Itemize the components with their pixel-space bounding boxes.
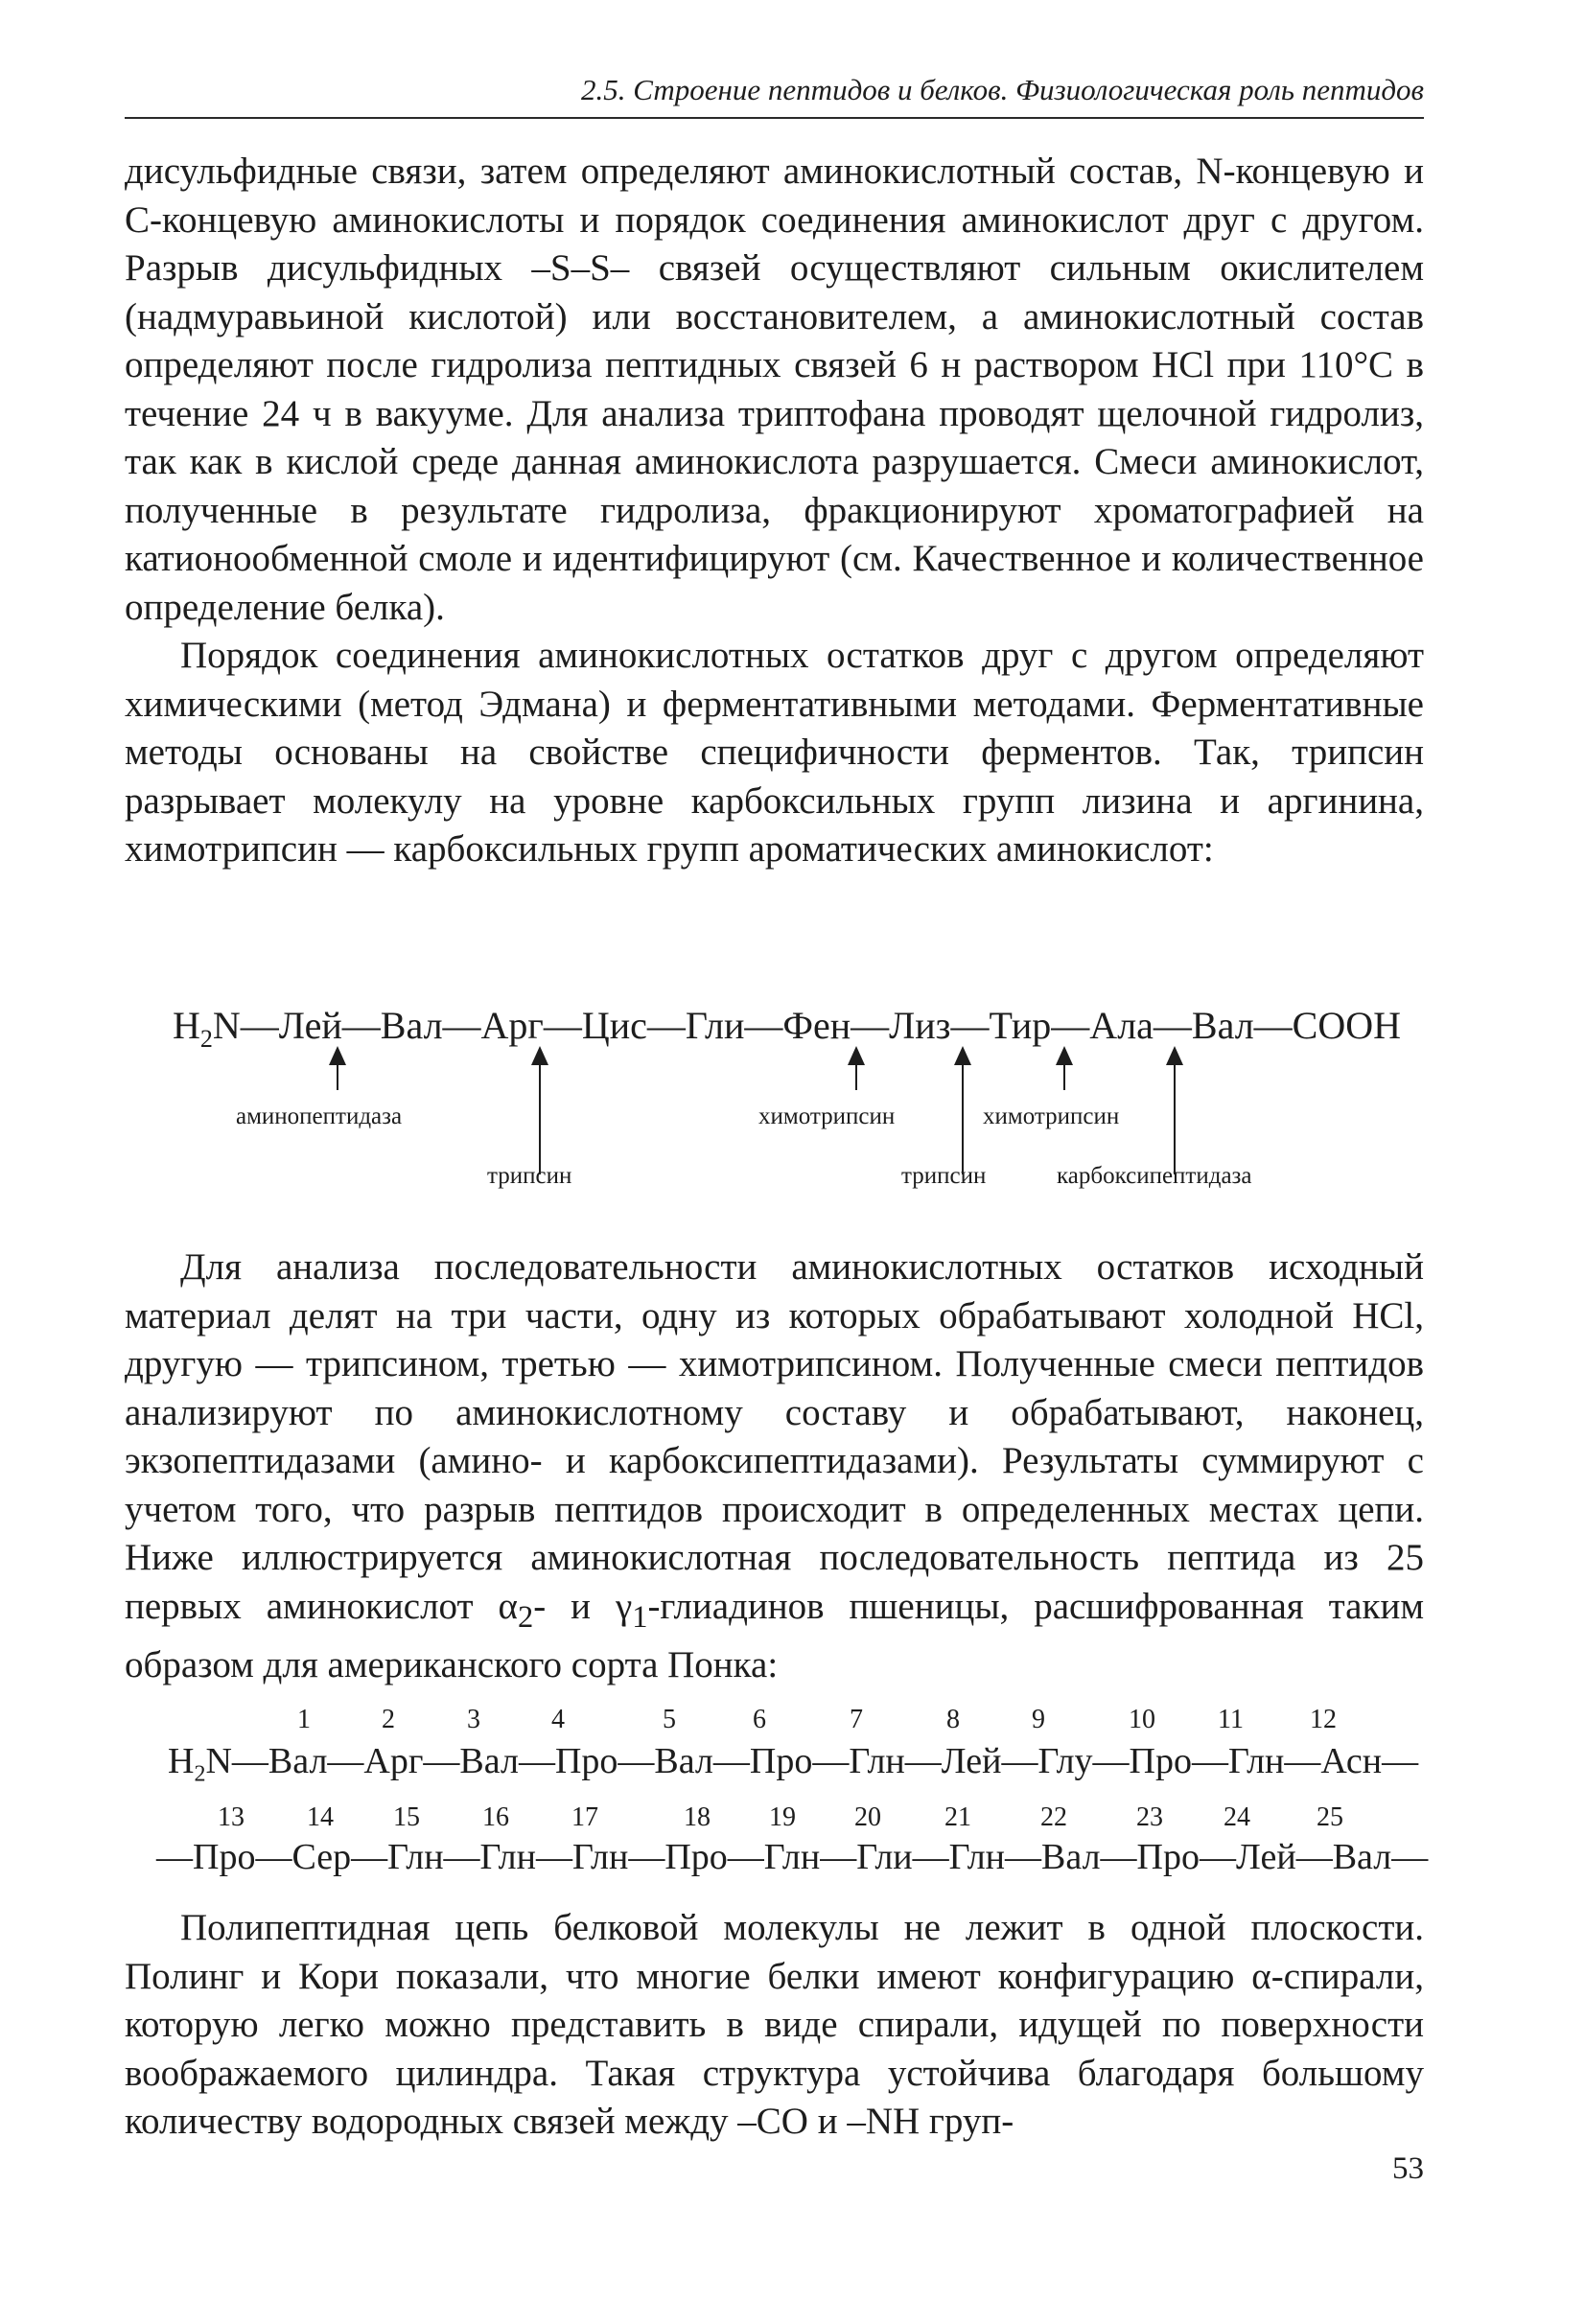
peptide-chain: $H_2N—Лей—Вал—Арг—Цис—Гли—Фен—Лиз—Тир—Ала—Вал—COOH$ bbox=[173, 1004, 1401, 1053]
chymotrypsin-arrow-2 bbox=[1063, 1050, 1065, 1090]
residue-number: 25 bbox=[1317, 1802, 1343, 1832]
header-rule bbox=[125, 117, 1424, 119]
carboxypeptidase-label: карбоксипептидаза bbox=[1057, 1163, 1252, 1189]
paragraph-4: Полипептидная цепь белковой молекулы не лежит в одной плоскости. Полинг и Кори показали, что многие белки имеют конфигурацию α-спирали, которую легко можно представить в виде спирали, идущей по поверхности воображаемого цилиндра. Такая структура устойчива благодаря большому количеству водородных связей между –CO и –NH груп- bbox=[125, 1907, 1424, 2142]
page-number: 53 bbox=[1392, 2151, 1424, 2186]
running-head: 2.5. Строение пептидов и белков. Физиологическая роль пептидов bbox=[581, 73, 1424, 106]
residue-number: 23 bbox=[1136, 1802, 1163, 1832]
residue-number: 16 bbox=[482, 1802, 509, 1832]
chymotrypsin-arrow-1 bbox=[855, 1050, 857, 1090]
paragraph-3: Для анализа последовательности аминокислотных остатков исходный материал делят на три части, одну из которых обрабатывают холодной HCl, другую — трипсином, третью — химотрипсином. Полученные смеси пептидов анализируют по аминокислотному составу и обрабатывают, наконец, экзопептидазами (амино- и карбоксипептидазами). Результаты суммируют с учетом того, что разрыв пептидов происходит в определенных местах цепи. Ниже иллюстрируется аминокислотная последовательность пептида из 25 первых аминокислот $\alpha_2-$ и $\gamma_1$-глиадинов пшеницы, расшифрованная таким образом для американского сорта Понка: bbox=[125, 1246, 1424, 1685]
residue-number: 4 bbox=[551, 1705, 565, 1734]
residue-number: 11 bbox=[1218, 1705, 1244, 1734]
residue-number: 21 bbox=[944, 1802, 971, 1832]
carboxypeptidase-arrow bbox=[1174, 1050, 1176, 1174]
sequence-line-2: —Про—Сер—Глн—Глн—Глн—Про—Глн—Гли—Глн—Вал—Про—Лей—Вал— bbox=[156, 1837, 1429, 1877]
residue-number: 24 bbox=[1224, 1802, 1250, 1832]
sequence-line-1: $H_2N—Вал—Арг—Вал—Про—Вал—Про—Глн—Лей—Глу—Про—Глн—Асн—$ bbox=[168, 1741, 1419, 1787]
cleavage-diagram bbox=[125, 1001, 1424, 1212]
residue-number: 13 bbox=[218, 1802, 245, 1832]
residue-number: 15 bbox=[393, 1802, 420, 1832]
text-block-3 bbox=[125, 1904, 1424, 2147]
trypsin-label-2: трипсин bbox=[901, 1163, 987, 1189]
amino-acid-sequence bbox=[125, 1705, 1429, 1877]
residue-number: 1 bbox=[297, 1705, 311, 1734]
residue-number: 5 bbox=[663, 1705, 676, 1734]
residue-number: 9 bbox=[1032, 1705, 1045, 1734]
text-block-1 bbox=[125, 148, 1424, 874]
residue-number: 12 bbox=[1310, 1705, 1337, 1734]
paragraph-1: дисульфидные связи, затем определяют аминокислотный состав, N-концевую и С-концевую аминокислоты и порядок соединения аминокислот друг с другом. Разрыв дисульфидных –S–S– связей осуществляют сильным окислителем (надмуравьиной кислотой) или восстановителем, а аминокислотный состав определяют после гидролиза пептидных связей 6 н раствором HCl при 110°С в течение 24 ч в вакууме. Для анализа триптофана проводят щелочной гидролиз, так как в кислой среде данная аминокислота разрушается. Смеси аминокислот, полученные в результате гидролиза, фракционируют хроматографией на катионообменной смоле и идентифицируют (см. Качественное и количественное определение белка). bbox=[125, 151, 1424, 628]
paragraph-2: Порядок соединения аминокислотных остатков друг с другом определяют химическими (метод Эдмана) и ферментативными методами. Ферментативные методы основаны на свойстве специфичности ферментов. Так, трипсин разрывает молекулу на уровне карбоксильных групп лизина и аргинина, химотрипсин — карбоксильных групп ароматических аминокислот: bbox=[125, 635, 1424, 870]
trypsin-arrow-1 bbox=[539, 1050, 541, 1174]
text-block-2 bbox=[125, 1243, 1424, 1689]
residue-number: 18 bbox=[684, 1802, 711, 1832]
residue-number: 6 bbox=[753, 1705, 766, 1734]
trypsin-arrow-2 bbox=[962, 1050, 964, 1174]
residue-number: 10 bbox=[1129, 1705, 1155, 1734]
residue-number: 14 bbox=[307, 1802, 334, 1832]
chymotrypsin-label-2: химотрипсин bbox=[983, 1104, 1120, 1129]
aminopeptidase-label: аминопептидаза bbox=[236, 1104, 403, 1129]
residue-number: 8 bbox=[946, 1705, 960, 1734]
chymotrypsin-label-1: химотрипсин bbox=[758, 1104, 896, 1129]
residue-number: 20 bbox=[854, 1802, 881, 1832]
residue-number: 7 bbox=[850, 1705, 863, 1734]
trypsin-label-1: трипсин bbox=[487, 1163, 572, 1189]
aminopeptidase-arrow bbox=[337, 1050, 338, 1090]
residue-number: 19 bbox=[769, 1802, 796, 1832]
residue-number: 3 bbox=[467, 1705, 480, 1734]
residue-number: 17 bbox=[571, 1802, 598, 1832]
residue-number: 22 bbox=[1040, 1802, 1067, 1832]
residue-number: 2 bbox=[382, 1705, 395, 1734]
